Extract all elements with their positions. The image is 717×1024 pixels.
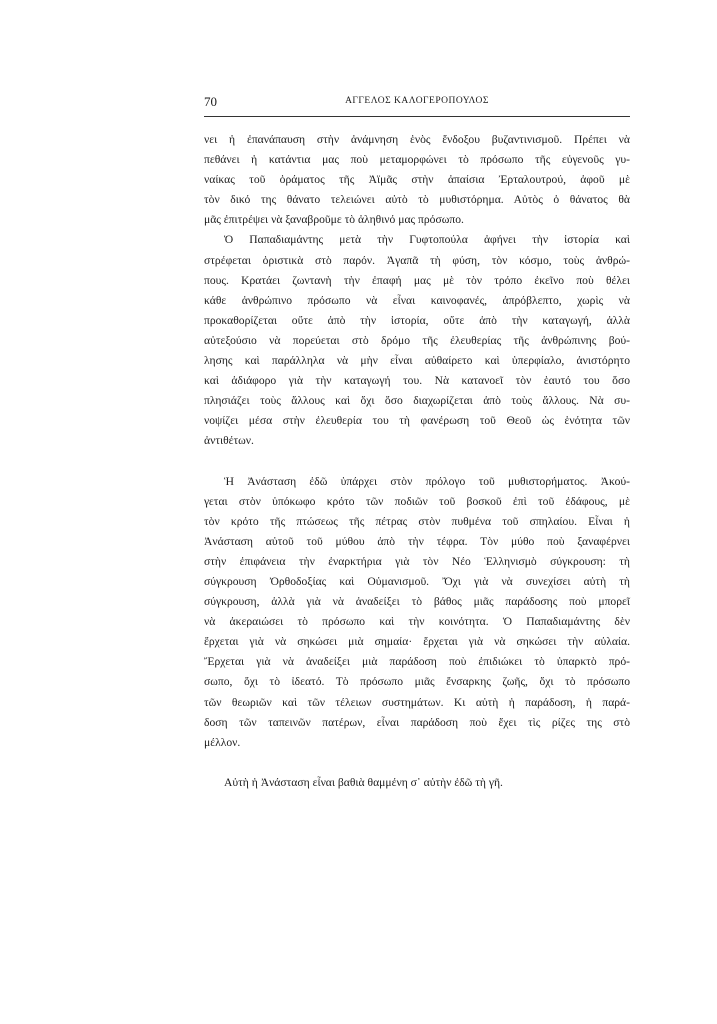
paragraph	[204, 773, 630, 793]
text-line: Αὐτὴ ἡ Ἀνάσταση εἶναι βαθιὰ θαμμένη σ᾽ αὐτὴν ἐδῶ τὴ γῆ.	[224, 775, 503, 789]
text-line: ναίκας τοῦ ὁράματος τῆς Ἀϊμᾶς στὴν ἀπαίσια Ἐρταλουτρού, ἀφοῦ μὲ	[204, 173, 630, 187]
text-line: στὴν ἐπιφάνεια τὴν ἐναρκτήρια γιὰ τὸν Νέο Ἑλληνισμὸ σύγκρουση: τὴ	[204, 554, 630, 568]
text-line: σωπο, ὄχι τὸ ἰδεατό. Τὸ πρόσωπο μιᾶς ἔνσαρκης ζωῆς, ὄχι τὸ πρόσωπο	[204, 675, 630, 689]
text-line: Ἔρχεται γιὰ νὰ ἀναδείξει μιὰ παράδοση ποὺ ἐπιδιώκει τὸ ὑπαρκτὸ πρό-	[204, 655, 630, 669]
paragraph	[204, 230, 630, 451]
text-line: μᾶς ἐπιτρέψει νὰ ξαναβροῦμε τὸ ἀληθινό μας πρόσωπο.	[204, 213, 464, 227]
text-line: νει ἡ ἐπανάπαυση στὴν ἀνάμνηση ἑνὸς ἔνδοξου βυζαντινισμοῦ. Πρέπει νὰ	[204, 133, 630, 146]
text-line: δοση τῶν ταπεινῶν πατέρων, εἶναι παράδοση ποὺ ἔχει τὶς ρίζες της στὸ	[204, 715, 630, 729]
text-line: ἀντιθέτων.	[204, 434, 254, 448]
text-line: λησης καὶ παράλληλα νὰ μὴν εἶναι αὐθαίρετο καὶ ὑπερφίαλο, ἀνιστόρητο	[204, 354, 630, 368]
text-line: σύγκρουση, ἀλλὰ γιὰ νὰ ἀναδείξει τὸ βάθος μιᾶς παράδοσης ποὺ μπορεῖ	[204, 595, 630, 609]
text-line: τὸν δικό της θάνατο τελειώνει αὐτὸ τὸ μυθιστόρημα. Αὐτὸς ὁ θάνατος θὰ	[204, 193, 630, 207]
paragraph-gap	[204, 452, 630, 472]
text-line: πους. Κρατάει ζωντανὴ τὴν ἐπαφή μας μὲ τὸν τρόπο ἐκεῖνο ποὺ θέλει	[204, 273, 630, 287]
paragraph-gap	[204, 753, 630, 773]
text-line: στρέφεται ὁριστικὰ στὸ παρόν. Ἀγαπᾶ τὴ φύση, τὸν κόσμο, τοὺς ἀνθρώ-	[204, 253, 630, 267]
text-line: προκαθορίζεται οὔτε ἀπὸ τὴν ἱστορία, οὔτε ἀπὸ τὴν καταγωγή, ἀλλὰ	[204, 313, 630, 327]
text-line: καὶ ἀδιάφορο γιὰ τὴν καταγωγή του. Νὰ κατανοεῖ τὸν ἑαυτό του ὅσο	[204, 374, 630, 388]
paragraph	[204, 472, 630, 753]
text-line: τῶν θεωριῶν καὶ τῶν τέλειων συστημάτων. Κι αὐτὴ ἡ παράδοση, ἡ παρά-	[204, 695, 630, 709]
text-line: αὐτεξούσιο νὰ πορεύεται στὸ δρόμο τῆς ἐλευθερίας τῆς ἀνθρώπινης βού-	[204, 333, 630, 347]
text-line: Ὁ Παπαδιαμάντης μετὰ τὴν Γυφτοπούλα ἀφήνει τὴν ἱστορία καὶ	[224, 233, 630, 247]
paragraph	[204, 130, 630, 230]
text-line: σύγκρουση Ὀρθοδοξίας καὶ Οὐμανισμοῦ. Ὄχι γιὰ νὰ συνεχίσει αὐτὴ τὴ	[204, 574, 630, 588]
text-line: νὰ ἀκεραιώσει τὸ πρόσωπο καὶ τὴν κοινότητα. Ὁ Παπαδιαμάντης δὲν	[204, 615, 630, 629]
text-line: μέλλον.	[204, 735, 241, 749]
text-line: πεθάνει ἡ κατάντια μας ποὺ μεταμορφώνει τὸ πρόσωπο τῆς εὐγενοῦς γυ-	[204, 153, 630, 167]
running-head: ΑΓΓΕΛΟΣ ΚΑΛΟΓΕΡΟΠΟΥΛΟΣ	[345, 96, 489, 106]
text-line: νοψίζει μέσα στὴν ἐλευθερία του τὴ φανέρωση τοῦ Θεοῦ ὡς ἑνότητα τῶν	[204, 414, 630, 428]
text-line: Ἡ Ἀνάσταση ἐδῶ ὑπάρχει στὸν πρόλογο τοῦ μυθιστορήματος. Ἀκού-	[224, 474, 630, 488]
text-line: ἔρχεται γιὰ νὰ σηκώσει μιὰ σημαία· ἔρχεται γιὰ νὰ σηκώσει τὴν αὐλαία.	[204, 635, 630, 649]
text-line: κάθε ἀνθρώπινο πρόσωπο νὰ εἶναι καινοφανές, ἀπρόβλεπτο, χωρὶς νὰ	[204, 293, 630, 307]
text-line: τὸν κρότο τῆς πτώσεως τῆς πέτρας στὸν πυθμένα τοῦ σπηλαίου. Εἶναι ἡ	[204, 514, 630, 528]
text-line: γεται στὸν ὑπόκωφο κρότο τῶν ποδιῶν τοῦ βοσκοῦ ἐπὶ τοῦ ἐδάφους, μὲ	[204, 494, 630, 508]
text-line: Ἀνάσταση αὐτοῦ τοῦ μύθου ἀπὸ τὴν τέφρα. Τὸν μύθο ποὺ ξαναφέρνει	[204, 534, 630, 548]
page-header	[204, 94, 630, 117]
body-text	[204, 130, 630, 793]
text-line: πλησιάζει τοὺς ἄλλους καὶ ὄχι ὅσο διαχωρίζεται ἀπὸ τοὺς ἄλλους. Νὰ συ-	[204, 394, 630, 408]
page-number: 70	[204, 94, 217, 109]
